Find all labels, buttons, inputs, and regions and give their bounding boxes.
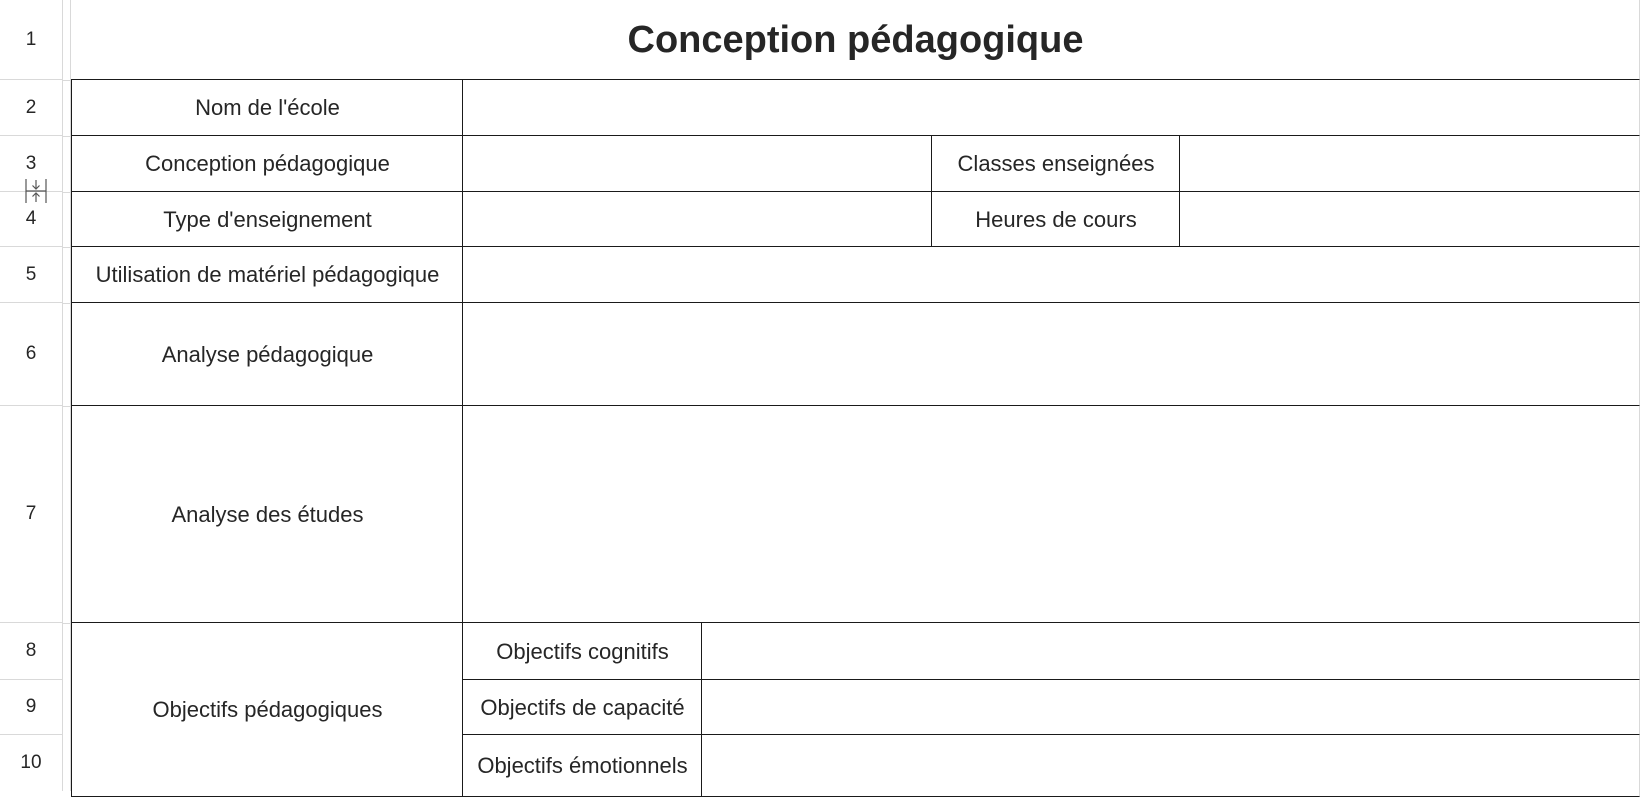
extra-column-cell[interactable]: [1514, 246, 1640, 304]
row-resize-icon[interactable]: [23, 178, 49, 204]
label-pedagogical-analysis[interactable]: Analyse pédagogique: [71, 302, 464, 407]
extra-column-cell[interactable]: [1514, 405, 1640, 624]
label-material-use[interactable]: Utilisation de matériel pédagogique: [71, 246, 464, 304]
row-header-gap: [62, 0, 71, 791]
gridline: [62, 247, 71, 248]
gridline: [62, 623, 71, 624]
extra-column-cell[interactable]: [1514, 622, 1640, 681]
extra-column-cell[interactable]: [1514, 679, 1640, 736]
extra-column-cell[interactable]: [1514, 302, 1640, 407]
label-cognitive-objectives[interactable]: Objectifs cognitifs: [462, 622, 703, 681]
sheet-title[interactable]: Conception pédagogique: [72, 0, 1640, 80]
row-number[interactable]: 1: [0, 0, 62, 80]
gridline: [62, 80, 71, 81]
input-emotional-objectives[interactable]: [701, 734, 1516, 797]
input-study-analysis[interactable]: [462, 405, 1516, 624]
label-pedagogical-objectives[interactable]: Objectifs pédagogiques: [71, 622, 464, 797]
extra-column-cell[interactable]: [1514, 734, 1640, 797]
row-number[interactable]: 6: [0, 303, 62, 406]
row-number[interactable]: 5: [0, 247, 62, 303]
input-material-use[interactable]: [462, 246, 1516, 304]
row-number[interactable]: 3: [0, 136, 62, 192]
row-number[interactable]: 4: [0, 192, 62, 247]
label-class-hours[interactable]: Heures de cours: [931, 191, 1181, 248]
label-emotional-objectives[interactable]: Objectifs émotionnels: [462, 734, 703, 797]
row-number[interactable]: 8: [0, 623, 62, 680]
label-school-name[interactable]: Nom de l'école: [71, 79, 464, 137]
label-capacity-objectives[interactable]: Objectifs de capacité: [462, 679, 703, 736]
label-pedagogical-design[interactable]: Conception pédagogique: [71, 135, 464, 193]
input-capacity-objectives[interactable]: [701, 679, 1516, 736]
row-number[interactable]: 7: [0, 406, 62, 623]
gridline: [62, 406, 71, 407]
input-teaching-type[interactable]: [462, 191, 933, 248]
input-cognitive-objectives[interactable]: [701, 622, 1516, 681]
input-classes-taught[interactable]: [1179, 135, 1516, 193]
extra-column-cell[interactable]: [1514, 191, 1640, 248]
input-school-name[interactable]: [462, 79, 1516, 137]
row-number[interactable]: 2: [0, 80, 62, 136]
extra-column-cell[interactable]: [1514, 135, 1640, 193]
row-number[interactable]: 10: [20, 752, 42, 773]
extra-column-cell[interactable]: [1514, 79, 1640, 137]
row-header-column: [0, 0, 63, 791]
label-study-analysis[interactable]: Analyse des études: [71, 405, 464, 624]
gridline: [62, 303, 71, 304]
input-pedagogical-analysis[interactable]: [462, 302, 1516, 407]
gridline: [62, 136, 71, 137]
gridline: [62, 192, 71, 193]
row-number[interactable]: 9: [0, 680, 62, 735]
label-classes-taught[interactable]: Classes enseignées: [931, 135, 1181, 193]
input-class-hours[interactable]: [1179, 191, 1516, 248]
label-teaching-type[interactable]: Type d'enseignement: [71, 191, 464, 248]
input-pedagogical-design[interactable]: [462, 135, 933, 193]
